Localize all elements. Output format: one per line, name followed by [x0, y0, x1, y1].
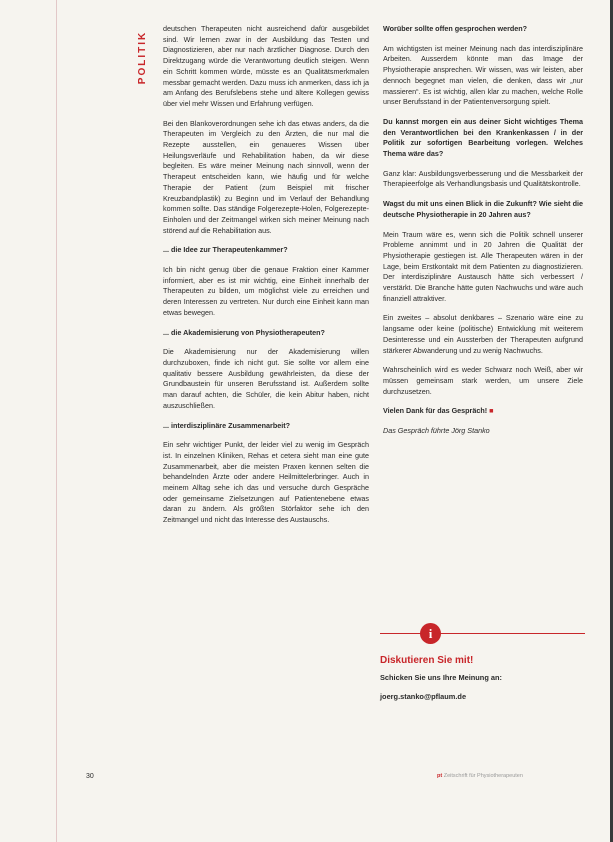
- body-paragraph: Die Akademisierung nur der Akademisierung willen durchzuboxen, finde ich nicht gut. Sie sollte vor allem eine qualitativ bessere Ausbildung gewährleisten, da diese der Grundbaustein für unseren Berufsstand ist. Außerdem sollte man darauf achten, die Schüler, die kein Abitur haben, nicht auszuschließen.: [163, 347, 369, 410]
- info-email-link[interactable]: joerg.stanko@pflaum.de: [380, 692, 467, 701]
- margin-rule: [56, 0, 57, 842]
- body-paragraph: Wahrscheinlich wird es weder Schwarz noch Weiß, aber wir müssen gemeinsam stark werden, um unsere Ziele durchzusetzen.: [383, 365, 583, 396]
- left-column: [163, 24, 369, 535]
- section-tab: [138, 26, 152, 96]
- info-divider: [380, 633, 585, 634]
- right-column-body: [383, 24, 583, 397]
- body-paragraph: deutschen Therapeuten nicht ausreichend dafür ausgebildet sind. Wir lernen zwar in der Ausbildung das Testen und Diagnostizieren, aber nur nach ärztlicher Diagnose. Durch den Direktzugang würde die Verantwortung deutlich steigen. Wenn ein Schritt kommen würde, müsste es an Qualitätsmerkmalen messbar gemacht werden. Dazu muss ich anmerken, dass ich ja am Anfang des Berufslebens stehe und ältere Kollegen gewiss über viel mehr Wissen und Erfahrung verfügen.: [163, 24, 369, 108]
- body-paragraph: Ein zweites – absolut denkbares – Szenario wäre eine zu langsame oder keine (politische) Entwicklung mit weiterem Desinteresse und ein Aussterben der Therapeuten aufgrund stärkerer Abwanderung und zu wenig Nachwuchs.: [383, 313, 583, 355]
- interview-question: ... die Akademisierung von Physiotherapeuten?: [163, 327, 325, 337]
- interview-question: Worüber sollte offen gesprochen werden?: [383, 24, 528, 33]
- end-bullet-icon: ■: [489, 406, 494, 416]
- interview-question: Du kannst morgen ein aus deiner Sicht wichtiges Thema den Verantwortlichen bei den Krankenkassen / in der Politik zur sofortigen Bearbeitung vorlegen. Welches Thema wäre das?: [383, 116, 583, 159]
- closing-thanks: [383, 406, 583, 417]
- footer-prefix: pt: [437, 773, 443, 779]
- interview-question: ... die Idee zur Therapeutenkammer?: [163, 245, 288, 255]
- body-paragraph: Bei den Blankoverordnungen sehe ich das etwas anders, da die Therapeuten im Vergleich zu den Ärzten, die nur mal die Rezepte ausstellen, ein genaueres Wissen über Heilungsverläufe und Rehabilitation haben, da wir diese begleiten. Es wäre meiner Meinung nach sinnvoll, wenn der Therapeut entscheiden kann, wie häufig und für welche Therapie der Patient (zum Beispiel mit frischer Kreuzbandplastik) zu Beginn und im Verlauf der Behandlung kommen sollte. Das ständige Folgerezepte-Holen, Folgerezepte-Einholen und der Zeitmangel wirken sich meiner Meinung nach störend auf die Rehabilitation aus.: [163, 118, 369, 235]
- body-paragraph: Ich bin nicht genug über die genaue Fraktion einer Kammer informiert, aber es ist mir wichtig, eine Einheit innerhalb der Therapeuten zu bilden, um möglichst viele zu erreichen und deren Interessen zu vertreten. Nur durch eine Einheit kann man etwas bewegen.: [163, 265, 369, 317]
- body-paragraph: Ein sehr wichtiger Punkt, der leider viel zu wenig im Gespräch ist. In einzelnen Kliniken, Rehas et cetera sieht man eine gute Zusammenarbeit, aber die meisten Praxen kennen selten die behandelnden Ärzte oder andere Heilmittelerbringer. Auch in meinem Alltag sehe ich das und versuche durch Gespräche oder gemeinsame Zielsetzungen auf Patientenebene etwas daran zu ändern. Als größten Störfaktor sehe ich den Zeitmangel und nicht das Interesse des Austauschs.: [163, 440, 369, 525]
- body-paragraph: Ganz klar: Ausbildungsverbesserung und die Messbarkeit der Therapieerfolge als Verhandlungsbasis und Qualitätskontrolle.: [383, 168, 583, 189]
- section-label: POLITIK: [137, 30, 149, 85]
- info-icon: i: [420, 623, 441, 644]
- interview-question: Wagst du mit uns einen Blick in die Zukunft? Wie sieht die deutsche Physiotherapie in 20 Jahren aus?: [383, 199, 583, 219]
- body-paragraph: Am wichtigsten ist meiner Meinung nach das interdisziplinäre Arbeiten. Ausserdem könnte man das Image der Physiotherapie ansprechen. Wir wissen, was wir leisten, aber dennoch begegnet man vielen, die denken, dass wir „nur massieren“. Es ist wichtig, allen klar zu machen, welche Rolle unser Berufsstand in der Patientenversorgung spielt.: [383, 43, 583, 107]
- footer-title: Zeitschrift für Physiotherapeuten: [443, 773, 523, 779]
- closing-thanks-text: Vielen Dank für das Gespräch!: [383, 406, 488, 416]
- info-title: Diskutieren Sie mit!: [380, 655, 474, 666]
- page-number: 30: [86, 773, 94, 780]
- discussion-box: [380, 615, 585, 701]
- interview-credit: Das Gespräch führte Jörg Stanko: [383, 426, 490, 436]
- info-text: Schicken Sie uns Ihre Meinung an:: [380, 673, 502, 682]
- interview-question: ... interdisziplinäre Zusammenarbeit?: [163, 420, 291, 430]
- footer-publication: [437, 773, 523, 779]
- right-column: [383, 24, 583, 446]
- body-paragraph: Mein Traum wäre es, wenn sich die Politik schnell unserer Probleme annimmt und in 20 Jahren die Qualität der Physiotherapie gestiegen ist. Alle Therapeuten wären in der Lage, beim Erstkontakt mit dem Patienten zu diagnostizieren. Der interdisziplinäre Austausch hätte sich verbessert / verstärkt. Die Branche hätte guten Nachwuchs und wäre auch finanziell attraktiver.: [383, 229, 583, 303]
